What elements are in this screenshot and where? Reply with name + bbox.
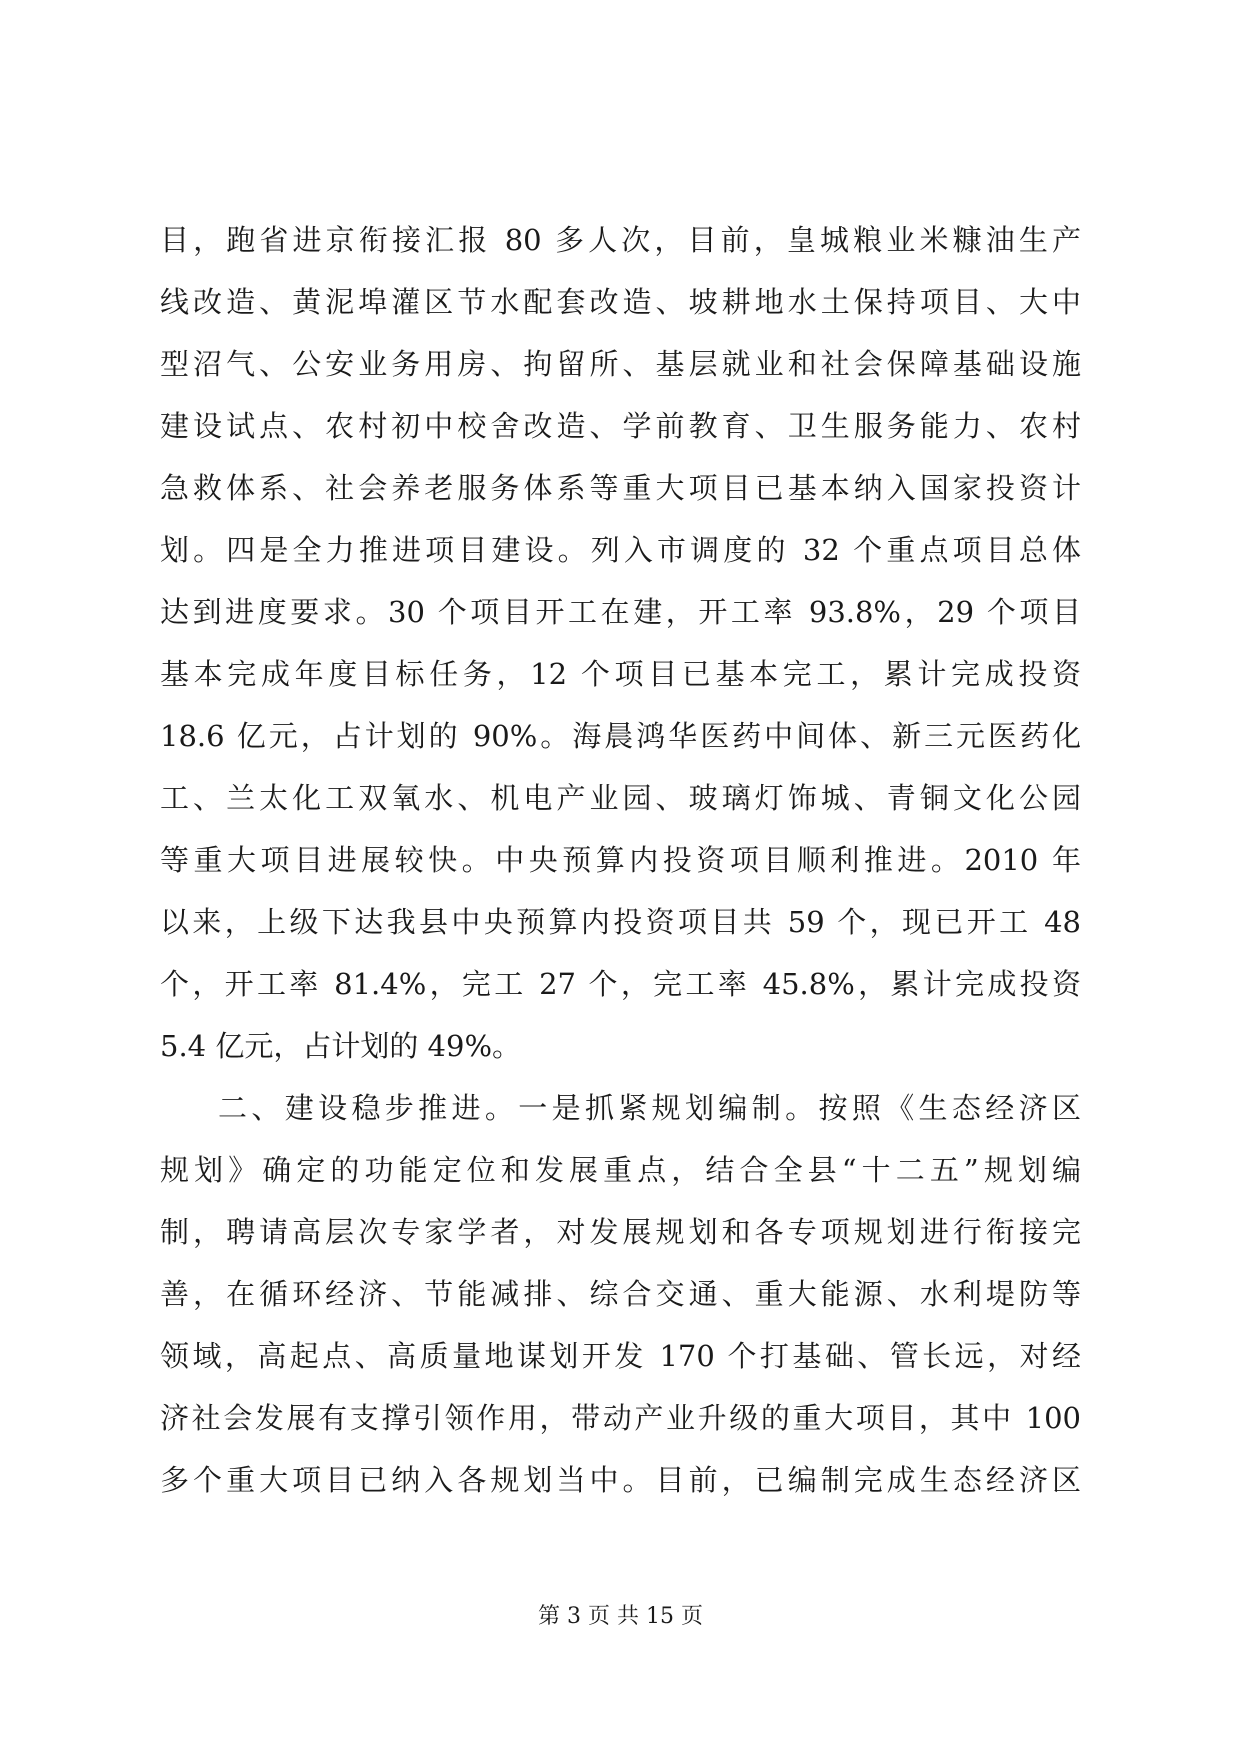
- text-line: 线改造、黄泥埠灌区节水配套改造、坡耕地水土保持项目、大中: [160, 285, 1081, 319]
- text-line: 18.6 亿元，占计划的 90%。海晨鸿华医药中间体、新三元医药化: [160, 719, 1081, 753]
- page-number-footer: 第 3 页 共 15 页: [538, 1604, 703, 1629]
- text-line: 等重大项目进展较快。中央预算内投资项目顺利推进。2010 年: [160, 843, 1081, 877]
- text-line: 工、兰太化工双氧水、机电产业园、玻璃灯饰城、青铜文化公园: [160, 781, 1081, 815]
- text-line: 达到进度要求。30 个项目开工在建，开工率 93.8%，29 个项目: [160, 595, 1081, 629]
- text-line: 建设试点、农村初中校舍改造、学前教育、卫生服务能力、农村: [160, 409, 1081, 443]
- text-line: 型沼气、公安业务用房、拘留所、基层就业和社会保障基础设施: [160, 347, 1081, 381]
- text-line: 以来，上级下达我县中央预算内投资项目共 59 个，现已开工 48: [160, 905, 1081, 939]
- text-line: 规划》确定的功能定位和发展重点，结合全县“十二五”规划编: [160, 1153, 1081, 1187]
- text-line: 领域，高起点、高质量地谋划开发 170 个打基础、管长远，对经: [160, 1339, 1081, 1373]
- text-line: 5.4 亿元，占计划的 49%。: [160, 1029, 522, 1063]
- text-line: 急救体系、社会养老服务体系等重大项目已基本纳入国家投资计: [160, 471, 1081, 505]
- paragraph-start-line: 二、建设稳步推进。一是抓紧规划编制。按照《生态经济区: [218, 1091, 1081, 1125]
- text-line: 多个重大项目已纳入各规划当中。目前，已编制完成生态经济区: [160, 1463, 1081, 1497]
- text-line: 基本完成年度目标任务，12 个项目已基本完工，累计完成投资: [160, 657, 1081, 691]
- text-line: 个，开工率 81.4%，完工 27 个，完工率 45.8%，累计完成投资: [160, 967, 1081, 1001]
- text-line: 济社会发展有支撑引领作用，带动产业升级的重大项目，其中 100: [160, 1401, 1081, 1435]
- text-line: 目，跑省进京衔接汇报 80 多人次，目前，皇城粮业米糠油生产: [160, 223, 1081, 257]
- text-line: 划。四是全力推进项目建设。列入市调度的 32 个重点项目总体: [160, 533, 1081, 567]
- text-line: 善，在循环经济、节能减排、综合交通、重大能源、水利堤防等: [160, 1277, 1081, 1311]
- text-line: 制，聘请高层次专家学者，对发展规划和各专项规划进行衔接完: [160, 1215, 1081, 1249]
